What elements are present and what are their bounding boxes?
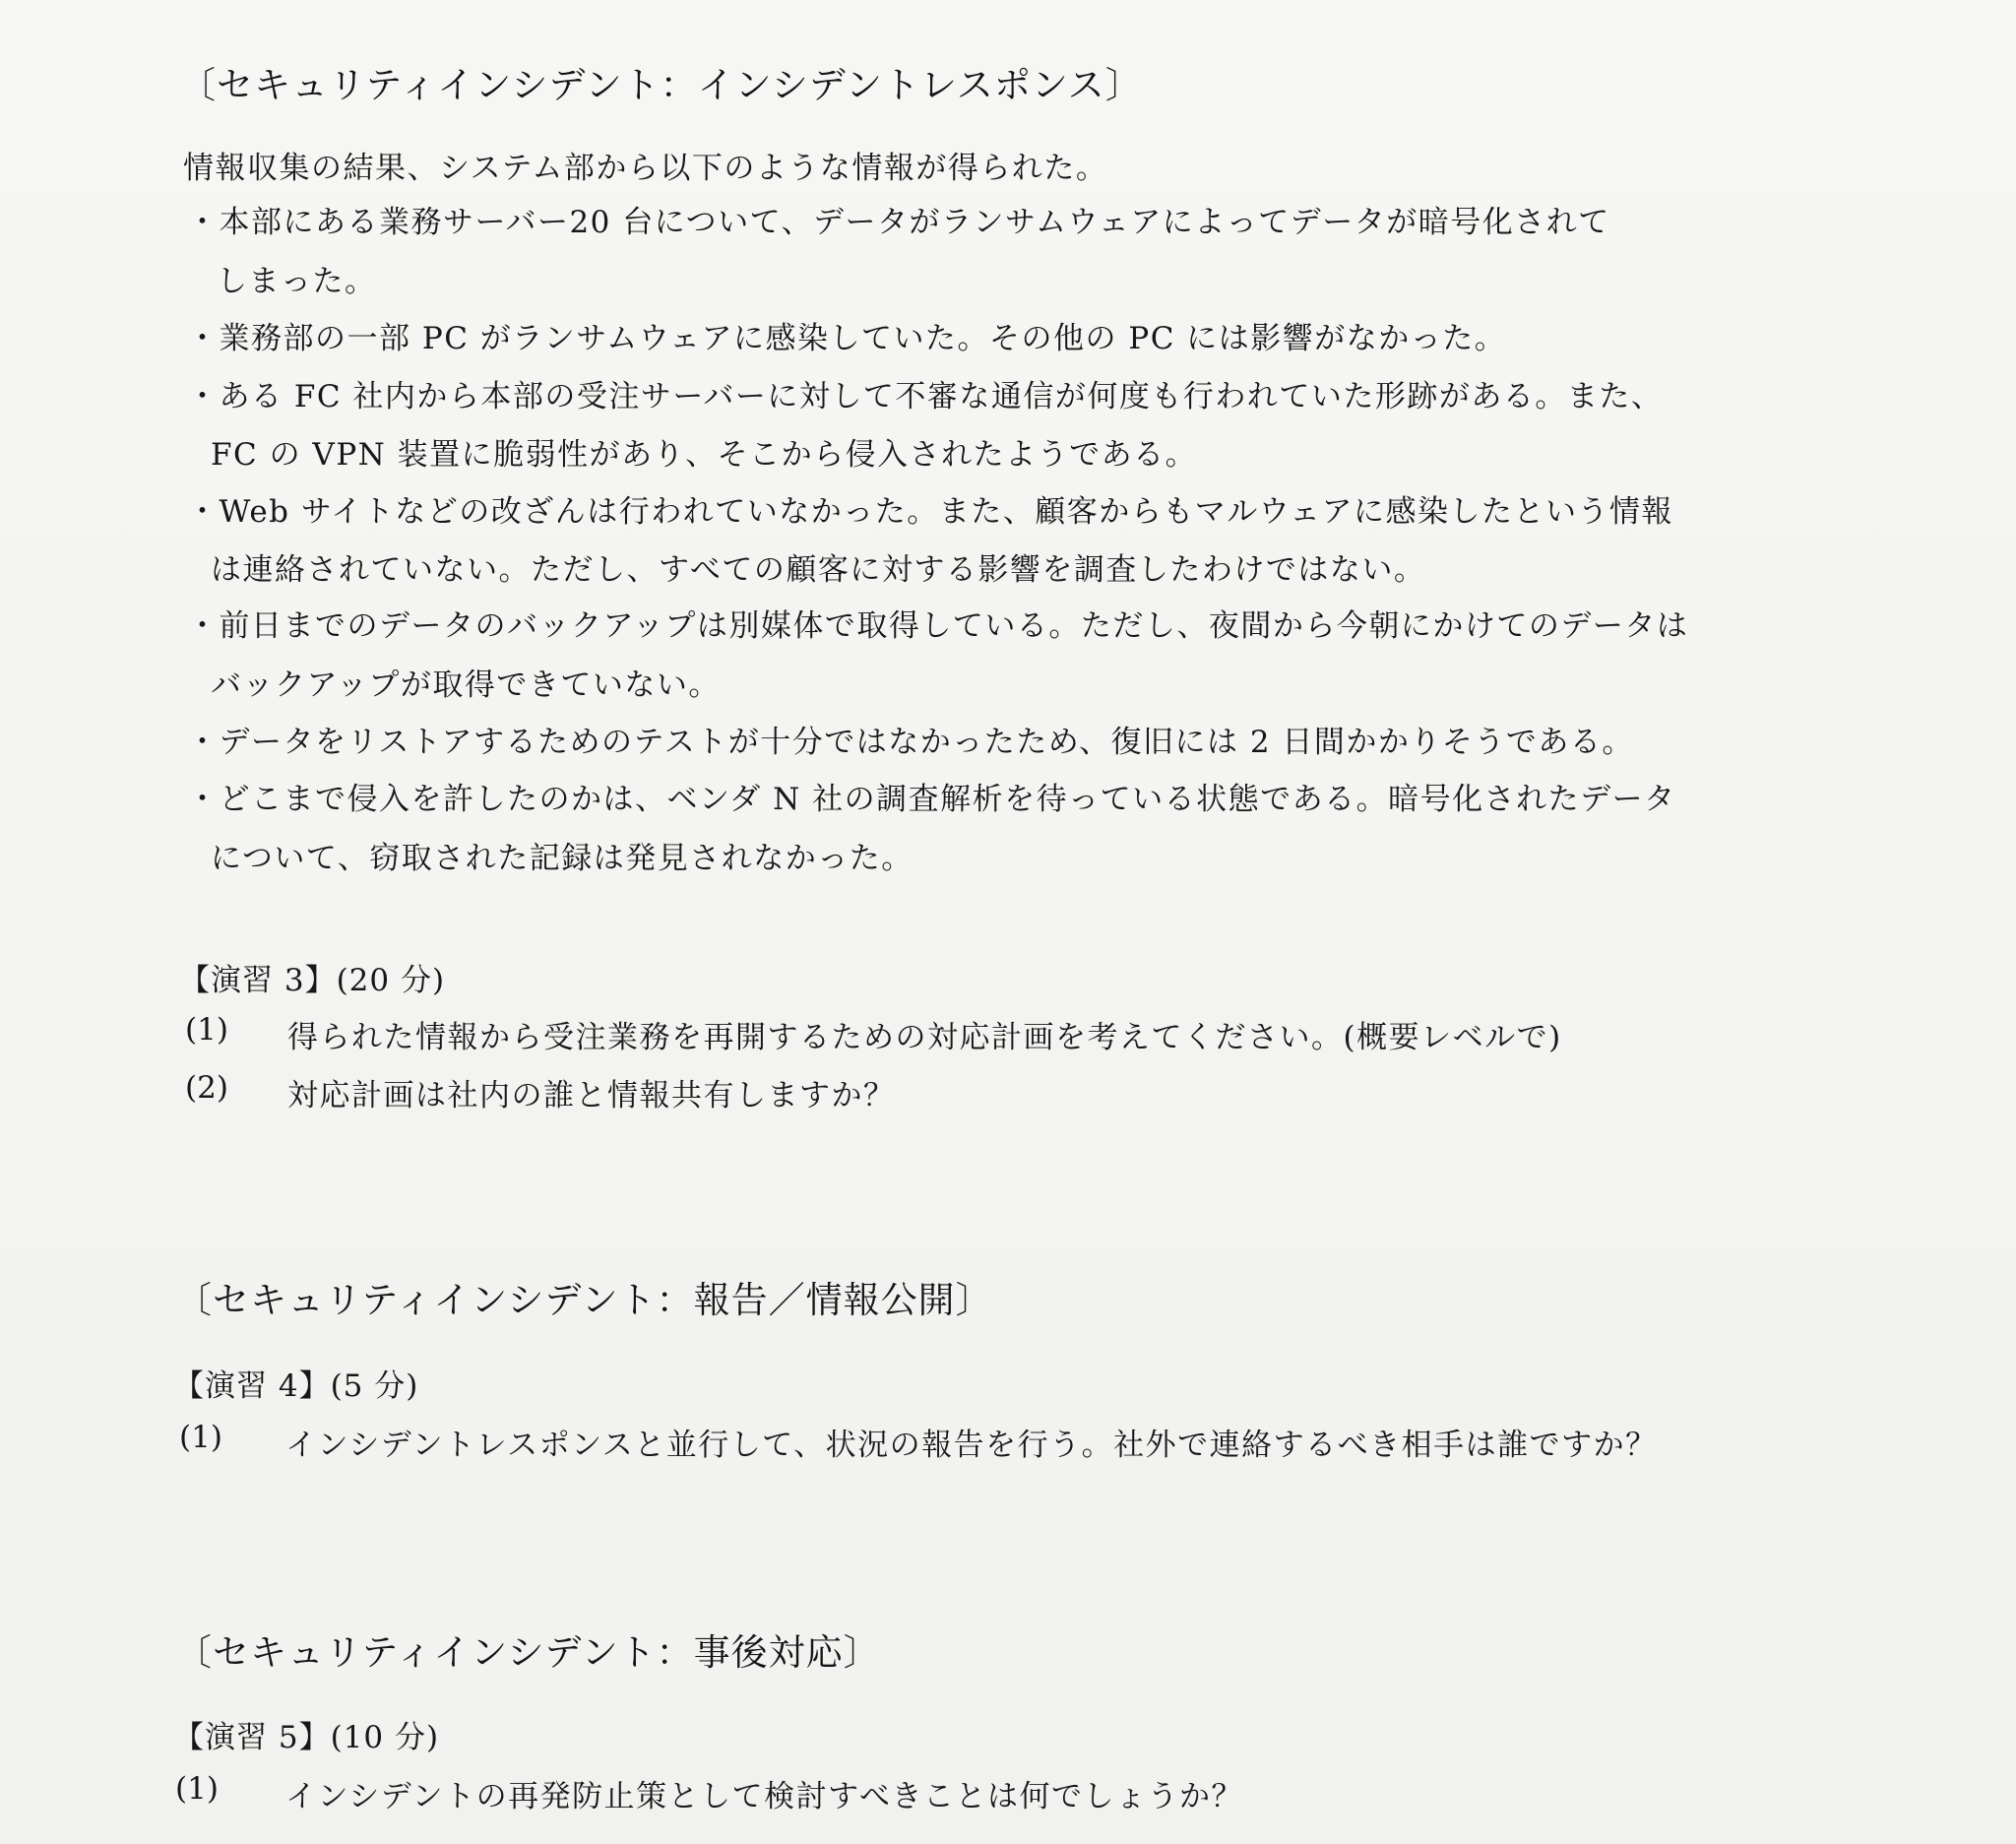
- exercise-5-title: 【演習 5】(10 分): [173, 1720, 440, 1755]
- intro-text: 情報収集の結果、システム部から以下のような情報が得られた。: [183, 151, 1108, 186]
- bullet-5-line-1: ・前日までのデータのバックアップは別媒体で取得している。ただし、夜間から今朝にかけてのデータは: [187, 608, 1689, 644]
- bullet-3-line-2: FC の VPN 装置に脆弱性があり、そこから侵入されたようである。: [211, 437, 1198, 473]
- bullet-1-line-1: ・本部にある業務サーバー20 台について、データがランサムウェアによってデータが暗号化されて: [187, 205, 1610, 240]
- bullet-6-line-1: ・データをリストアするためのテストが十分ではなかったため、復旧には 2 日間かかりそうである。: [187, 725, 1634, 760]
- exercise-5-question-1-number: (1): [175, 1771, 219, 1807]
- bullet-4-line-1: ・Web サイトなどの改ざんは行われていなかった。また、顧客からもマルウェアに感染したという情報: [187, 494, 1673, 530]
- exercise-3-question-1-text: 得られた情報から受注業務を再開するための対応計画を考えてください。(概要レベルで): [287, 1020, 1562, 1055]
- exercise-4-question-1-number: (1): [179, 1420, 222, 1455]
- bullet-2-line-1: ・業務部の一部 PC がランサムウェアに感染していた。その他の PC には影響がなかった。: [187, 321, 1507, 356]
- exercise-3-title: 【演習 3】(20 分): [179, 963, 446, 998]
- bullet-1-line-2: しまった。: [217, 264, 377, 299]
- exercise-5-question-1-text: インシデントの再発防止策として検討すべきことは何でしょうか？: [285, 1779, 1243, 1814]
- exercise-3-question-2-number: (2): [185, 1070, 228, 1106]
- bullet-7-line-1: ・どこまで侵入を許したのかは、ベンダ N 社の調査解析を待っている状態である。暗号化されたデータ: [187, 782, 1676, 817]
- bullet-4-line-2: は連絡されていない。ただし、すべての顧客に対する影響を調査したわけではない。: [211, 552, 1426, 588]
- bullet-3-line-1: ・ある FC 社内から本部の受注サーバーに対して不審な通信が何度も行われていた形跡がある。また、: [187, 379, 1664, 414]
- section-heading-incident-response: 〔セキュリティインシデント：インシデントレスポンス〕: [179, 64, 1143, 106]
- bullet-7-line-2: について、窃取された記録は発見されなかった。: [211, 841, 914, 876]
- exercise-3-question-1-number: (1): [185, 1012, 228, 1048]
- bullet-5-line-2: バックアップが取得できていない。: [211, 668, 721, 703]
- exercise-3-question-2-text: 対応計画は社内の誰と情報共有しますか？: [287, 1078, 896, 1113]
- section-heading-post-incident: 〔セキュリティインシデント：事後対応〕: [175, 1631, 881, 1674]
- exercise-4-question-1-text: インシデントレスポンスと並行して、状況の報告を行う。社外で連絡するべき相手は誰ですか？: [285, 1428, 1658, 1463]
- section-heading-report-disclosure: 〔セキュリティインシデント：報告／情報公開〕: [175, 1279, 993, 1321]
- exercise-4-title: 【演習 4】(5 分): [173, 1368, 419, 1404]
